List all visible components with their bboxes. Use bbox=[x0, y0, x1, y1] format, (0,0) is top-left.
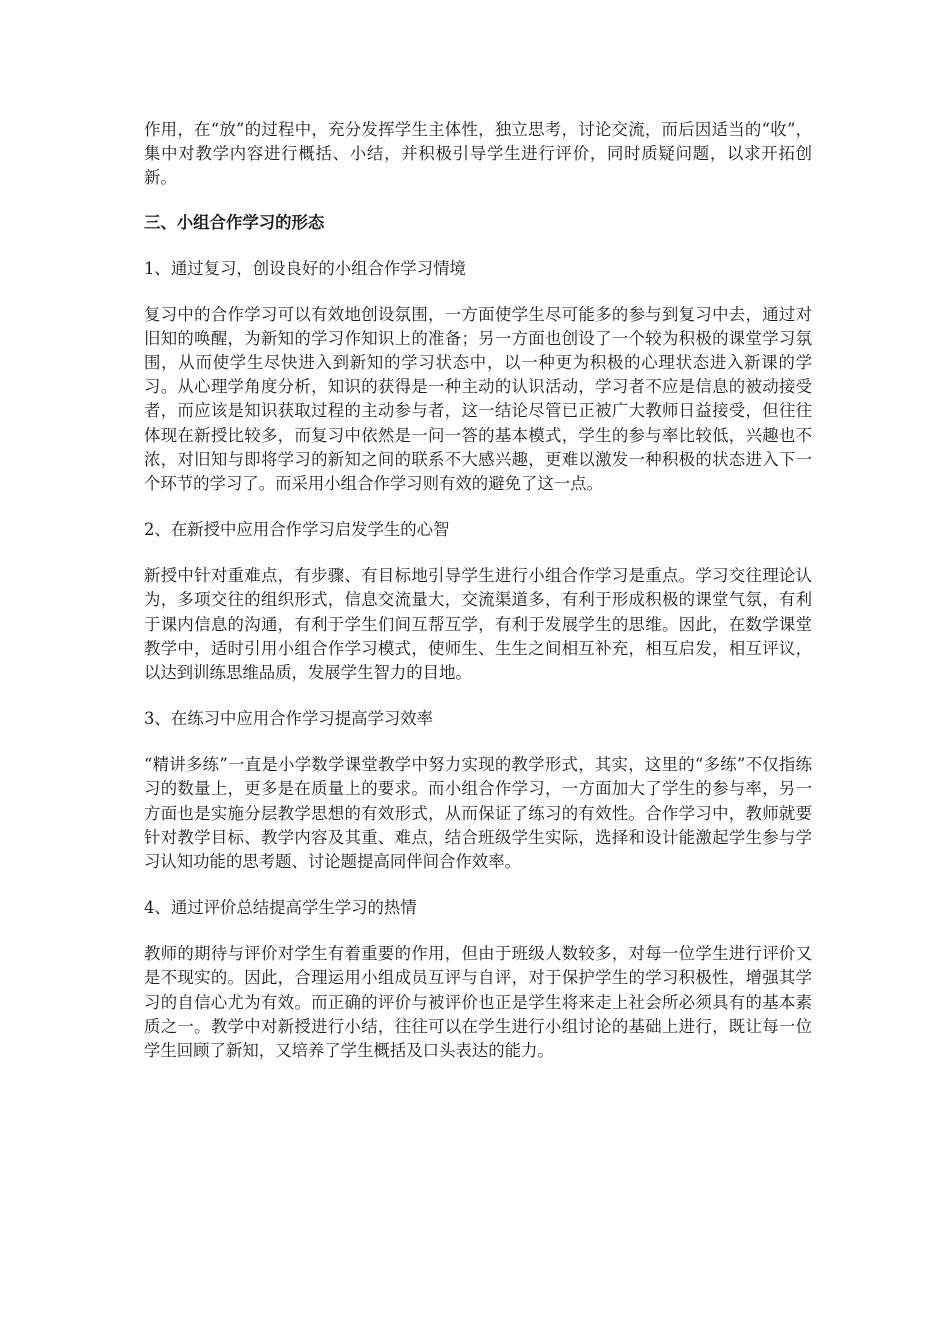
subsection-title-4: 4、通过评价总结提高学生学习的热情 bbox=[144, 898, 417, 918]
document-body bbox=[144, 118, 812, 1063]
intro-paragraph: 作用，在“放”的过程中，充分发挥学生主体性，独立思考，讨论交流，而后因适当的“收”，集中对教学内容进行概括、小结，并积极引导学生进行评价，同时质疑问题，以求开拓创新。 bbox=[144, 120, 812, 188]
subsection-body-2: 新授中针对重难点，有步骤、有目标地引导学生进行小组合作学习是重点。学习交往理论认为，多项交往的组织形式，信息交流量大，交流渠道多，有利于形成积极的课堂气氛，有利于课内信息的沟通，有利于学生们间互帮互学，有利于发展学生的思维。因此，在数学课堂教学中，适时引用小组合作学习模式，使师生、生生之间相互补充，相互启发，相互评议，以达到训练思维品质，发展学生智力的目地。 bbox=[144, 566, 812, 683]
subsection-body-4: 教师的期待与评价对学生有着重要的作用，但由于班级人数较多，对每一位学生进行评价又是不现实的。因此，合理运用小组成员互评与自评，对于保护学生的学习积极性，增强其学习的自信心尤为有效。而正确的评价与被评价也正是学生将来走上社会所必须具有的基本素质之一。教学中对新授进行小结，往往可以在学生进行小组讨论的基础上进行，既让每一位学生回顾了新知，又培养了学生概括及口头表达的能力。 bbox=[144, 944, 812, 1061]
subsection-title-1: 1、通过复习，创设良好的小组合作学习情境 bbox=[144, 258, 466, 278]
subsection-title-3: 3、在练习中应用合作学习提高学习效率 bbox=[144, 709, 434, 729]
subsection-title-2: 2、在新授中应用合作学习启发学生的心智 bbox=[144, 520, 450, 540]
subsection-body-3: “精讲多练”一直是小学数学课堂教学中努力实现的教学形式，其实，这里的“多练”不仅指练习的数量上，更多是在质量上的要求。而小组合作学习，一方面加大了学生的参与率，另一方面也是实施分层教学思想的有效形式，从而保证了练习的有效性。合作学习中，教师就要针对教学目标、教学内容及其重、难点，结合班级学生实际，选择和设计能激起学生参与学习认知功能的思考题、讨论题提高同伴间合作效率。 bbox=[144, 755, 812, 872]
section-heading: 三、小组合作学习的形态 bbox=[144, 212, 325, 232]
subsection-body-1: 复习中的合作学习可以有效地创设氛围，一方面使学生尽可能多的参与到复习中去，通过对旧知的唤醒，为新知的学习作知识上的准备；另一方面也创设了一个较为积极的课堂学习氛围，从而使学生尽快进入到新知的学习状态中，以一种更为积极的心理状态进入新课的学习。从心理学角度分析，知识的获得是一种主动的认识活动，学习者不应是信息的被动接受者，而应该是知识获取过程的主动参与者，这一结论尽管已正被广大教师日益接受，但往往体现在新授比较多，而复习中依然是一问一答的基本模式，学生的参与率比较低，兴趣也不浓，对旧知与即将学习的新知之间的联系不大感兴趣，更难以激发一种积极的状态进入下一个环节的学习了。而采用小组合作学习则有效的避免了这一点。 bbox=[144, 304, 812, 494]
